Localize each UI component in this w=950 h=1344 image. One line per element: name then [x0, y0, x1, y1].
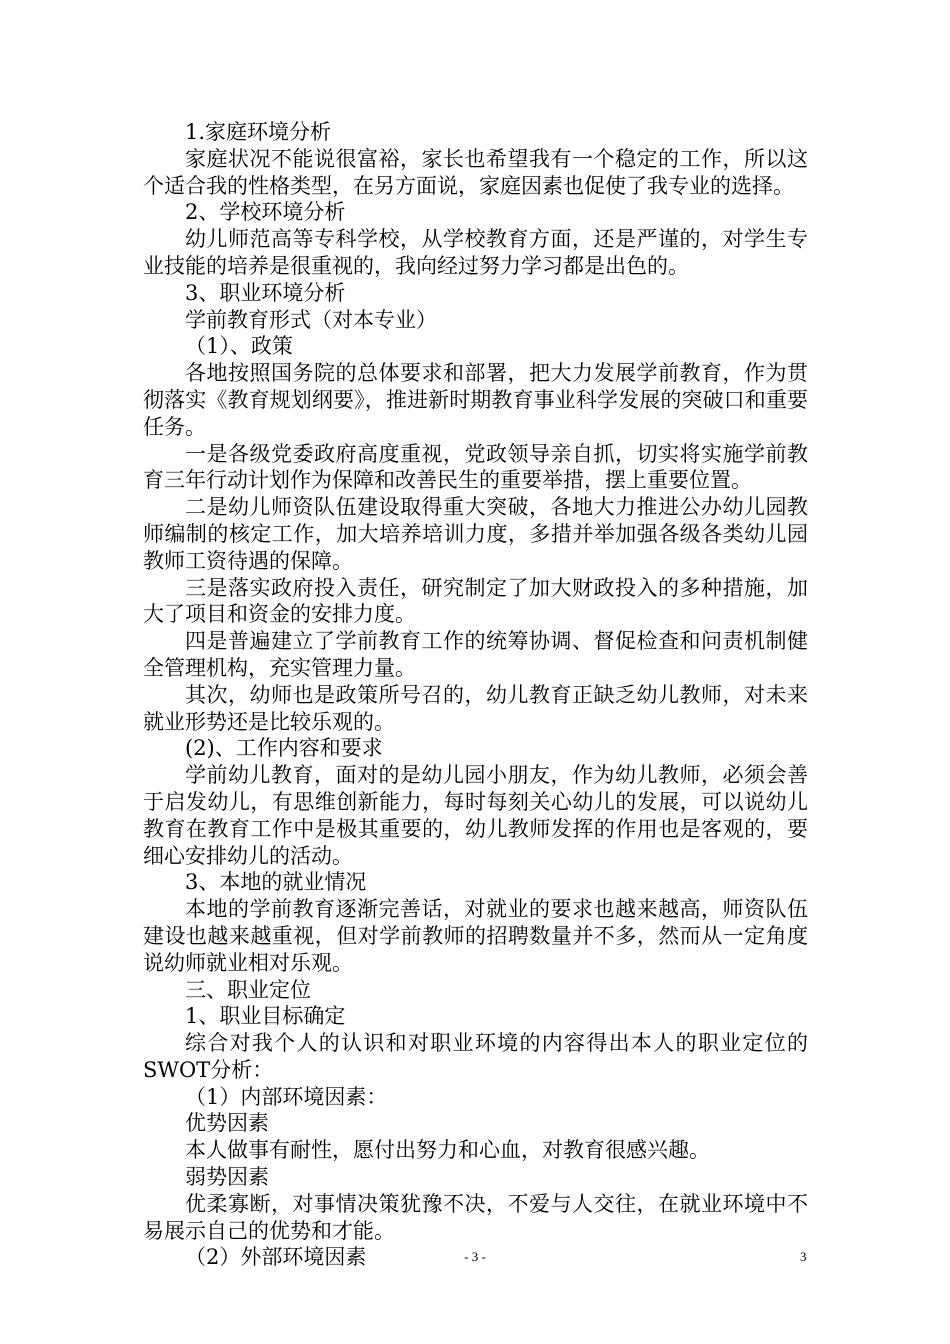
heading-local-employment: 3、本地的就业情况	[185, 870, 367, 895]
heading-career-environment: 3、职业环境分析	[185, 280, 346, 305]
page-number-right: 3	[800, 1249, 807, 1264]
subheading-work-content: (2)、工作内容和要求	[185, 736, 383, 761]
paragraph: 四是普遍建立了学前教育工作的统筹协调、督促检查和问责机制健全管理机构，充实管理力量。	[143, 629, 808, 680]
subheading-strengths: 优势因素	[185, 1111, 269, 1136]
subheading-external-factors: （2）外部环境因素	[185, 1245, 367, 1270]
heading-school-environment: 2、学校环境分析	[185, 200, 346, 225]
subheading-policy: （1）、政策	[185, 334, 293, 359]
paragraph: 二是幼儿师资队伍建设取得重大突破，各地大力推进公办幼儿园教师编制的核定工作，加大培养培训力度，多措并举加强各级各类幼儿园教师工资待遇的保障。	[143, 495, 808, 573]
paragraph: 其次，幼师也是政策所号召的，幼儿教育正缺乏幼儿教师，对未来就业形势还是比较乐观的。	[143, 682, 808, 734]
paragraph: 各地按照国务院的总体要求和部署，把大力发展学前教育，作为贯彻落实《教育规划纲要》，推进新时期教育事业科学发展的突破口和重要任务。	[143, 361, 808, 439]
paragraph: 一是各级党委政府高度重视，党政领导亲自抓，切实将实施学前教育三年行动计划作为保障和改善民生的重要举措，摆上重要位置。	[143, 441, 808, 493]
paragraph: 本地的学前教育逐渐完善话，对就业的要求也越来越高，师资队伍建设也越来越重视，但对学前教师的招聘数量并不多，然而从一定角度说幼师就业相对乐观。	[143, 897, 808, 975]
paragraph: 优柔寡断，对事情决策犹豫不决，不爱与人交往，在就业环境中不易展示自己的优势和才能。	[143, 1191, 808, 1243]
subheading: 学前教育形式（对本专业）	[185, 307, 437, 332]
paragraph: 家庭状况不能说很富裕，家长也希望我有一个稳定的工作，所以这个适合我的性格类型，在另方面说，家庭因素也促使了我专业的选择。	[143, 146, 808, 198]
paragraph: 本人做事有耐性，愿付出努力和心血，对教育很感兴趣。	[185, 1138, 710, 1163]
paragraph: 三是落实政府投入责任，研究制定了加大财政投入的多种措施，加大了项目和资金的安排力度。	[143, 575, 808, 627]
subheading-internal-factors: （1）内部环境因素：	[185, 1084, 388, 1109]
heading-career-goal: 1、职业目标确定	[185, 1004, 346, 1029]
paragraph: 学前幼儿教育，面对的是幼儿园小朋友，作为幼儿教师，必须会善于启发幼儿，有思维创新能力，每时每刻关心幼儿的发展，可以说幼儿教育在教育工作中是极其重要的，幼儿教师发挥的作用也是客观的，要细心安排幼儿的活动。	[143, 763, 808, 868]
heading-family-environment: 1.家庭环境分析	[185, 120, 332, 144]
body-text	[143, 119, 808, 1271]
paragraph: 幼儿师范高等专科学校，从学校教育方面，还是严谨的，对学生专业技能的培养是很重视的，我向经过努力学习都是出色的。	[143, 227, 808, 278]
subheading-weaknesses: 弱势因素	[185, 1165, 269, 1190]
heading-career-positioning: 三、职业定位	[185, 977, 311, 1002]
page-number-center: - 3 -	[464, 1249, 486, 1264]
paragraph: 综合对我个人的认识和对职业环境的内容得出本人的职业定位的SWOT分析：	[143, 1031, 808, 1082]
